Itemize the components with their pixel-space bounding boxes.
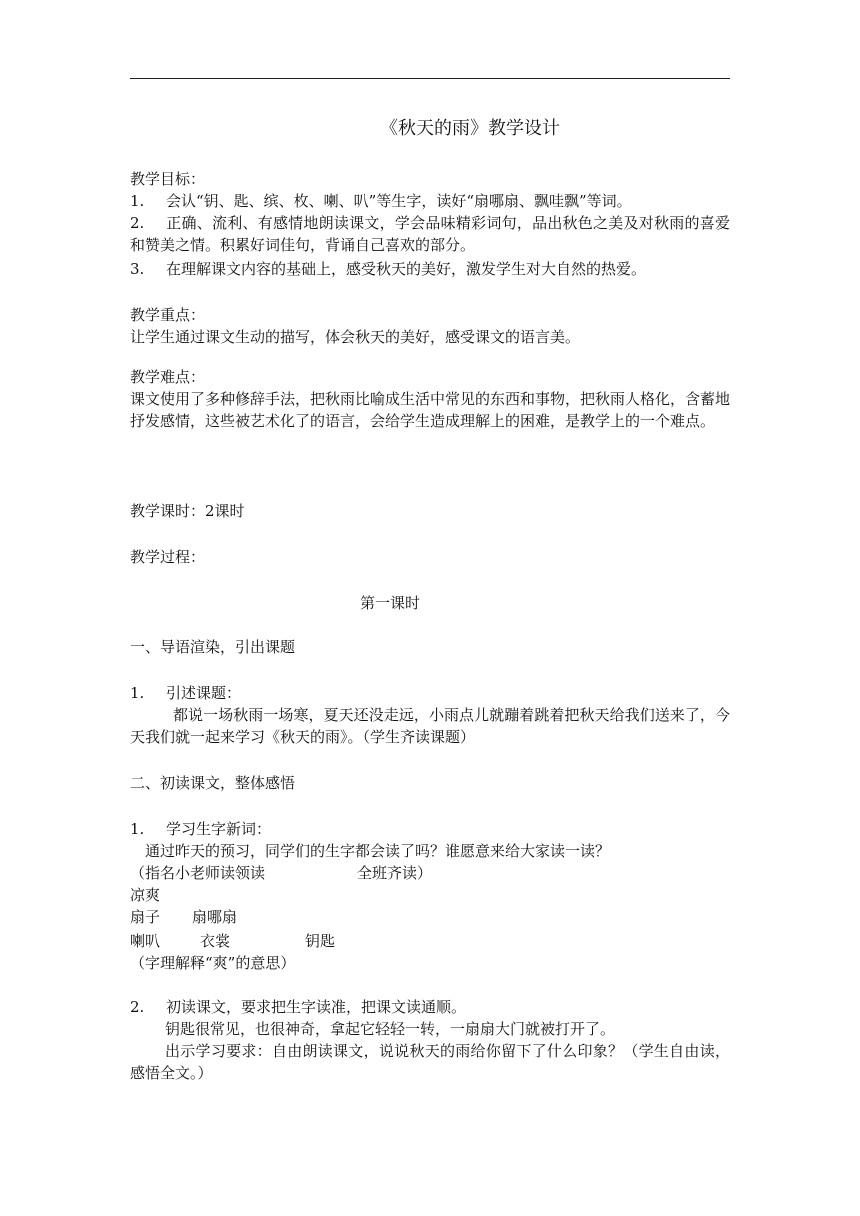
goal-text: 正确、流利、有感情地朗读课文，学会品味精彩词句，品出秋色之美及对秋雨的喜爱和赞美之情。积累好词佳句，背诵自己喜欢的部分。	[130, 214, 730, 254]
section-one-item-1	[130, 682, 241, 704]
goal-item-1	[130, 190, 730, 212]
vocab-word: 扇哪扇	[192, 908, 238, 926]
item-label: 学习生字新词：	[166, 820, 272, 838]
section-two-item-1-line2a: （指名小老师读领读	[130, 864, 266, 882]
item-num: 1.	[130, 820, 145, 838]
goal-item-2	[130, 212, 730, 256]
difficulty-text: 课文使用了多种修辞手法，把秋雨比喻成生活中常见的东西和事物，把秋雨人格化，含蓄地抒发感情，这些被艺术化了的语言，会给学生造成理解上的困难，是教学上的一个难点。	[130, 390, 731, 430]
section-two-item-2-line1: 钥匙很常见，也很神奇，拿起它轻轻一转，一扇扇大门就被打开了。	[165, 1020, 616, 1038]
goal-text: 在理解课文内容的基础上，感受秋天的美好，激发学生对大自然的热爱。	[166, 260, 647, 278]
section-two-item-2-line2: 出示学习要求：自由朗读课文，说说秋天的雨给你留下了什么印象？（学生自由读，感悟全文。）	[130, 1042, 730, 1082]
section-two-item-2	[130, 996, 466, 1018]
vocab-word: 扇子	[130, 908, 161, 926]
difficulty-heading: 教学难点：	[130, 368, 206, 386]
vocab-word: 钥匙	[305, 932, 336, 950]
goal-text: 会认“钥、匙、缤、枚、喇、叭”等生字，读好“扇哪扇、飘哇飘”等词。	[166, 192, 632, 210]
section-two-item-1	[130, 818, 271, 840]
header-rule	[130, 78, 730, 79]
item-num: 1.	[130, 684, 145, 702]
vocab-word: 喇叭	[130, 932, 161, 950]
item-label: 初读课文，要求把生字读准，把课文读通顺。	[166, 998, 467, 1016]
process-heading: 教学过程：	[130, 548, 206, 566]
document-title: 《秋天的雨》教学设计	[380, 118, 560, 139]
goal-num: 3.	[130, 260, 145, 278]
vocab-word: 凉爽	[130, 886, 161, 904]
goal-item-3	[130, 258, 730, 280]
section-one-item-1-text: 都说一场秋雨一场寒，夏天还没走远，小雨点儿就蹦着跳着把秋天给我们送来了，今天我们就一起来学习《秋天的雨》。（学生齐读课题）	[130, 706, 730, 746]
goal-num: 2.	[130, 214, 145, 232]
key-text: 让学生通过课文生动的描写，体会秋天的美好，感受课文的语言美。	[130, 328, 581, 346]
lesson-hours: 教学课时：2课时	[130, 502, 245, 520]
vocab-word: 衣裳	[200, 932, 231, 950]
item-label: 引述课题：	[166, 684, 242, 702]
section-two-heading: 二、初读课文，整体感悟	[130, 774, 296, 792]
lesson-one-heading: 第一课时	[359, 594, 420, 612]
item-num: 2.	[130, 998, 145, 1016]
section-two-item-1-line2b: 全班齐读）	[357, 864, 433, 882]
character-explanation: （字理解释“爽”的意思）	[130, 954, 296, 972]
section-two-item-1-line1: 通过昨天的预习，同学们的生字都会读了吗？谁愿意来给大家读一读？	[145, 842, 611, 860]
goals-heading: 教学目标：	[130, 170, 206, 188]
section-one-heading: 一、导语渲染，引出课题	[130, 638, 296, 656]
key-heading: 教学重点：	[130, 306, 206, 324]
goal-num: 1.	[130, 192, 145, 210]
